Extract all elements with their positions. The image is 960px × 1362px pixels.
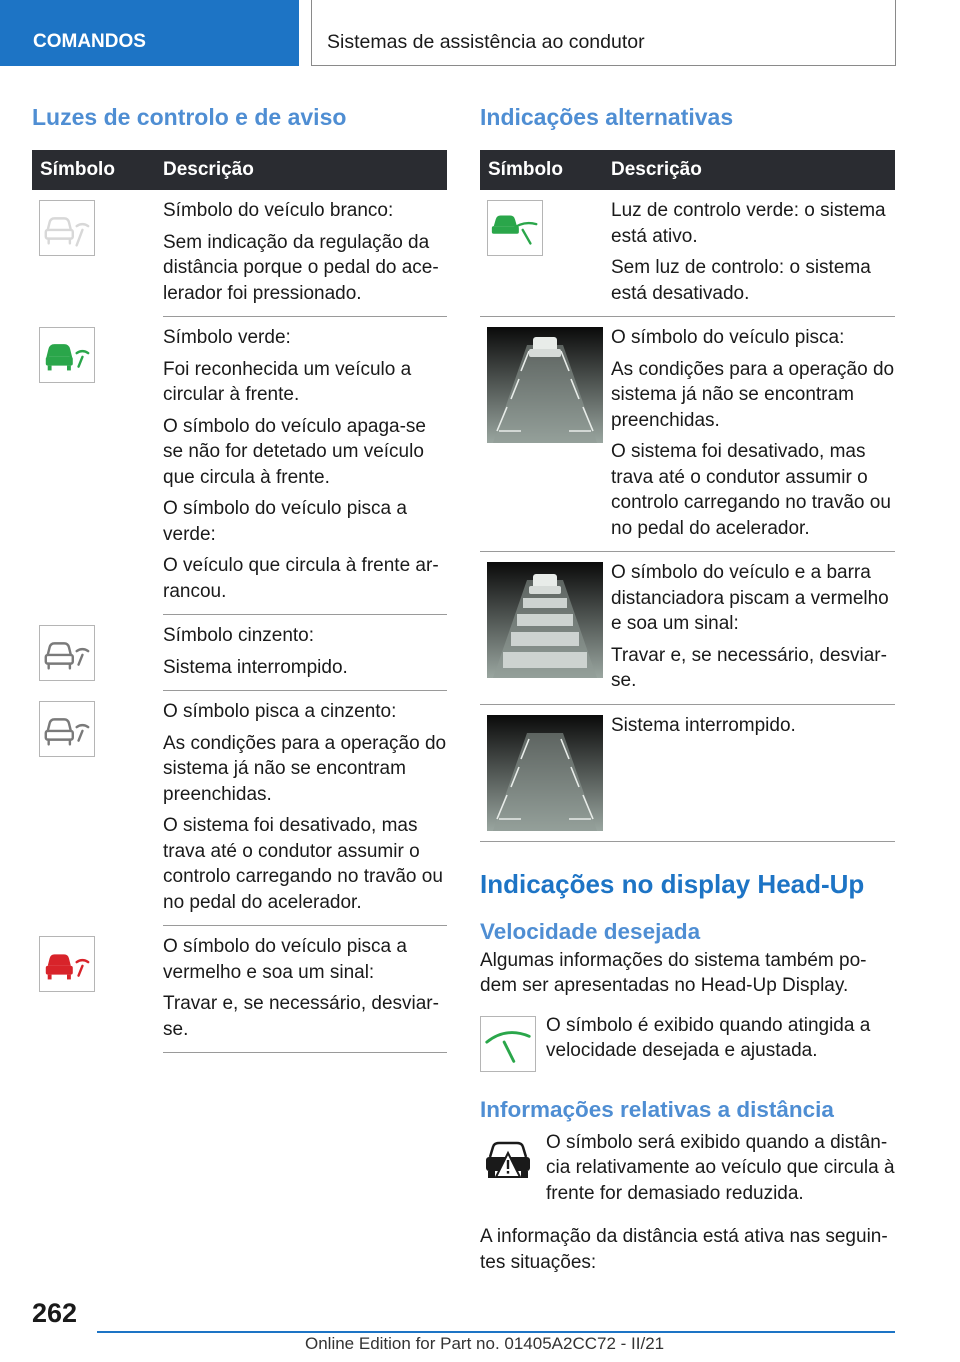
- footer-divider: [97, 1331, 895, 1333]
- row-text: As condições para a operação do sistema já não se encontram preenchidas.: [611, 358, 895, 431]
- row-text: O símbolo pisca a cinzento:: [163, 701, 397, 722]
- distance-symbol-text: O símbolo será exibido quando a distância relativamente ao veículo que circula à frente for demasiado reduzida.: [546, 1131, 895, 1204]
- table-row: [480, 317, 895, 552]
- table-header-row: [32, 150, 447, 190]
- table-row: [32, 926, 447, 1053]
- col-header-symbol: Símbolo: [32, 150, 163, 190]
- page-header: [0, 0, 960, 66]
- row-text: Travar e, se necessário, desviar-se.: [163, 993, 439, 1040]
- speed-symbol-text: O símbolo é exibido quando atingida a velocidade desejada e ajustada.: [546, 1014, 871, 1061]
- row-text: Símbolo verde:: [163, 327, 291, 348]
- car-warning-grey-blink-icon: [39, 701, 95, 757]
- row-text: Luz de controlo verde: o sistema está ativo.: [611, 200, 886, 247]
- alternative-indications-table: [480, 150, 895, 842]
- car-warning-white-icon: [39, 200, 95, 256]
- steering-green-icon: [487, 200, 543, 256]
- table-row: [480, 190, 895, 317]
- row-text: O veículo que circula à frente arrancou.: [163, 555, 439, 602]
- row-text: O símbolo do veículo pisca:: [611, 327, 845, 348]
- table-row: [480, 552, 895, 705]
- distance-heading: Informações relativas a distância: [480, 1096, 834, 1122]
- row-text: Foi reconhecida um veículo a circular à frente.: [163, 358, 412, 405]
- row-text: O símbolo do veículo pisca a vermelho e soa um sinal:: [163, 936, 407, 983]
- table-row: [32, 615, 447, 691]
- row-text: As condições para a operação do sistema já não se encontram preenchidas.: [163, 732, 447, 805]
- distance-outro: A informação da distância está ativa nas seguintes situações:: [480, 1226, 888, 1273]
- page-number: 262: [32, 1298, 78, 1328]
- hud-road-bars-icon: [487, 562, 603, 678]
- table-row: [32, 317, 447, 615]
- row-text: Sistema interrompido.: [163, 656, 348, 678]
- left-column: [32, 100, 447, 1053]
- col-header-description: Descrição: [163, 150, 447, 190]
- col-header-symbol: Símbolo: [480, 150, 611, 190]
- car-warning-green-icon: [39, 327, 95, 383]
- table-header-row: [480, 150, 895, 190]
- row-text: O símbolo do veículo apaga-se se não for detetado um veículo que circula à frente.: [163, 415, 426, 488]
- row-text: O símbolo do veículo e a barra distanciadora piscam a vermelho e soa um sinal:: [611, 562, 889, 634]
- section-heading-warning-lights: Luzes de controlo e de aviso: [32, 104, 347, 130]
- chapter-title: Sistemas de assistência ao condutor: [311, 0, 896, 66]
- steering-black-icon: [480, 1016, 536, 1072]
- row-text: Sistema interrompido.: [611, 714, 796, 736]
- row-text: Símbolo cinzento:: [163, 625, 315, 646]
- car-distance-warning-icon: [480, 1133, 536, 1189]
- row-text: O sistema foi desativado, mas trava até o condutor assumir o controlo carregando no travão ou no pedal do acelerador.: [163, 815, 443, 913]
- row-text: Símbolo do veículo branco:: [163, 200, 394, 221]
- row-text: Travar e, se necessário, desviar-se.: [611, 644, 887, 691]
- warning-lights-table: [32, 150, 447, 1053]
- section-tab: COMANDOS: [0, 0, 299, 66]
- table-row: [480, 704, 895, 841]
- speed-intro: Algumas informações do sistema também podem ser apresentadas no Head-Up Display.: [480, 949, 867, 996]
- distance-symbol-row: [480, 1130, 895, 1207]
- col-header-description: Descrição: [611, 150, 895, 190]
- edition-text: Online Edition for Part no. 01405A2CC72 - II/21: [305, 1334, 665, 1353]
- speed-symbol-row: [480, 1013, 895, 1064]
- table-row: [32, 691, 447, 926]
- hud-road-empty-icon: [487, 715, 603, 831]
- hud-heading: Indicações no display Head-Up: [480, 868, 865, 899]
- row-text: O sistema foi desativado, mas trava até o condutor assumir o controlo carregando no travão ou no pedal do acelerador.: [611, 441, 891, 539]
- row-text: Sem luz de controlo: o sistema está desativado.: [611, 257, 871, 304]
- row-text: Sem indicação da regulação da distância porque o pedal do acelerador foi pressionado.: [163, 231, 439, 304]
- row-text: O símbolo do veículo pisca a verde:: [163, 498, 407, 545]
- car-warning-grey-icon: [39, 625, 95, 681]
- section-heading-alternative: Indicações alternativas: [480, 104, 734, 130]
- table-row: [32, 190, 447, 317]
- right-column: [480, 100, 895, 1275]
- hud-road-car-icon: [487, 327, 603, 443]
- speed-heading: Velocidade desejada: [480, 918, 701, 944]
- car-warning-red-icon: [39, 936, 95, 992]
